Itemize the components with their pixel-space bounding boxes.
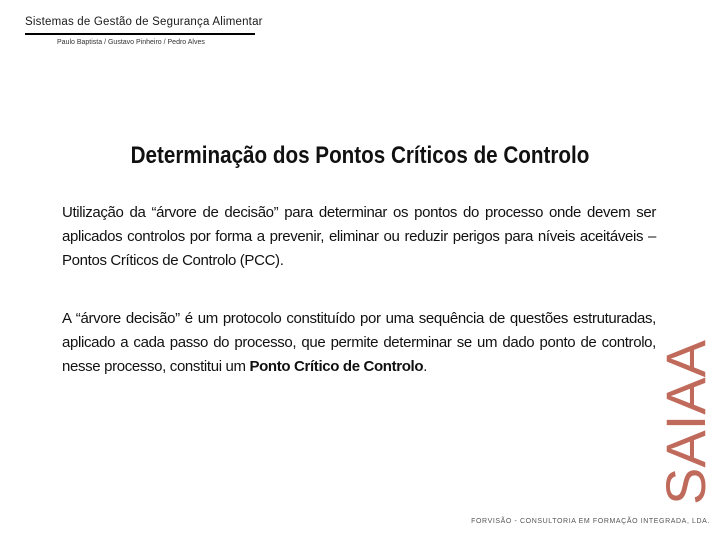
footer-company: FORVISÃO - CONSULTORIA EM FORMAÇÃO INTEGRADA, LDA. (471, 518, 710, 525)
slide-header (25, 16, 263, 46)
paragraph-decision-tree-definition (62, 307, 656, 379)
slide-title: Determinação dos Pontos Críticos de Controlo (130, 142, 590, 169)
saiaa-logo: SAIAA (654, 340, 717, 505)
paragraph-decision-tree-usage: Utilização da “árvore de decisão” para determinar os pontos do processo onde devem ser aplicados controlos por forma a prevenir, eliminar ou reduzir perigos para níveis aceitáveis – Pontos Críticos de Controlo (PCC). (62, 204, 656, 269)
header-title: Sistemas de Gestão de Segurança Alimentar (25, 16, 263, 28)
paragraph2-text: A “árvore decisão” é um protocolo constituído por uma sequência de questões estruturadas, aplicado a cada passo do processo, que permite determinar se um dado ponto de controlo, nesse processo, constitui um (62, 310, 656, 375)
paragraph2-emphasis: Ponto Crítico de Controlo (249, 358, 424, 375)
header-authors: Paulo Baptista / Gustavo Pinheiro / Pedro Alves (57, 39, 205, 46)
header-divider (25, 33, 255, 35)
paragraph2-end: . (423, 358, 428, 375)
